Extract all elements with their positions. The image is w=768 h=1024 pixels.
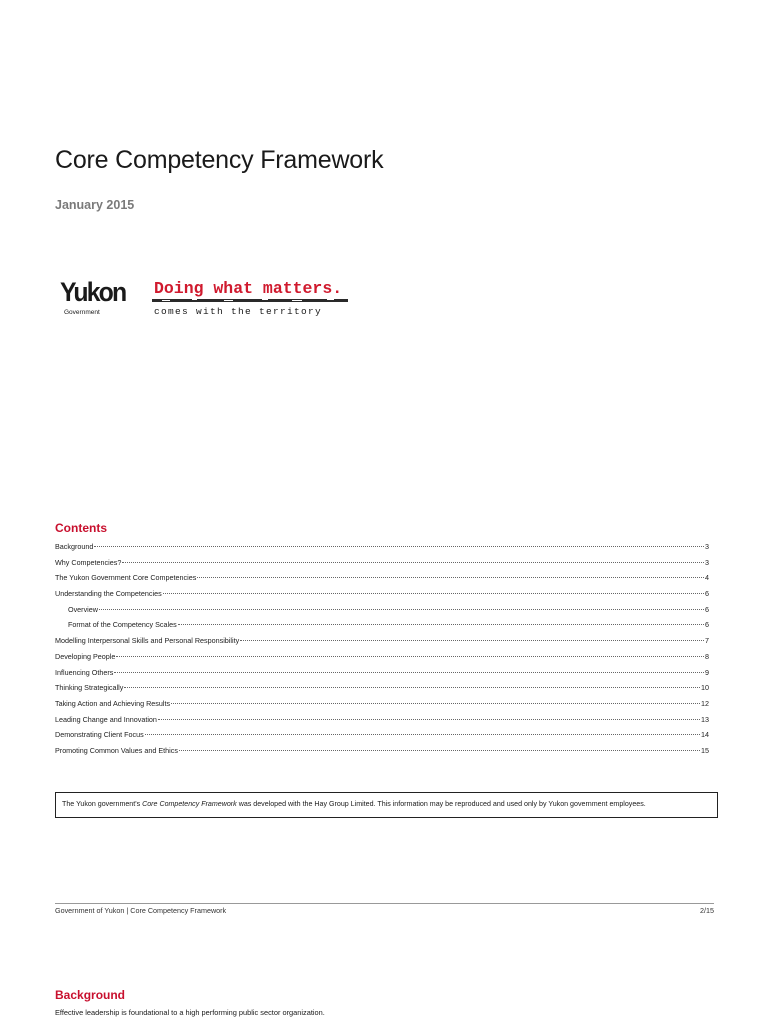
usage-notice xyxy=(55,792,718,818)
toc-dot-leader xyxy=(197,577,704,578)
table-of-contents xyxy=(55,542,709,762)
toc-dot-leader xyxy=(122,562,704,563)
background-intro-text: Effective leadership is foundational to a high performing public sector organization. xyxy=(55,1008,325,1017)
toc-entry-page[interactable]: 13 xyxy=(701,714,709,724)
toc-entry[interactable] xyxy=(55,668,709,684)
toc-entry-page[interactable]: 12 xyxy=(701,698,709,708)
notice-italic-title: Core Competency Framework xyxy=(142,800,237,808)
document-date: January 2015 xyxy=(55,198,135,212)
notice-prefix: The Yukon government's xyxy=(62,800,143,808)
toc-entry-page[interactable]: 3 xyxy=(705,542,709,551)
toc-entry[interactable] xyxy=(55,573,709,589)
toc-entry[interactable] xyxy=(55,605,709,621)
footer-document-label: Government of Yukon | Core Competency Framework xyxy=(55,906,227,915)
toc-entry[interactable] xyxy=(55,542,709,558)
toc-dot-leader xyxy=(240,640,704,641)
toc-entry-page[interactable]: 6 xyxy=(705,620,709,630)
toc-dot-leader xyxy=(178,624,704,625)
footer-rule xyxy=(55,903,714,904)
toc-entry-page[interactable]: 3 xyxy=(705,557,709,567)
toc-entry[interactable] xyxy=(55,746,709,762)
toc-entry[interactable] xyxy=(55,683,709,699)
footer-page-number: 2/15 xyxy=(700,906,714,915)
notice-suffix: was developed with the Hay Group Limited. This information may be reproduced and used only by Yukon government employees. xyxy=(236,800,646,808)
toc-entry-page[interactable]: 7 xyxy=(705,636,709,646)
toc-entry[interactable] xyxy=(55,715,709,731)
toc-entry-label[interactable]: Background xyxy=(55,542,94,551)
toc-dot-leader xyxy=(179,750,700,751)
toc-entry-page[interactable]: 15 xyxy=(701,745,709,755)
sub-tagline: comes with the territory xyxy=(154,306,323,317)
toc-entry-label[interactable]: Overview xyxy=(68,604,98,614)
toc-entry[interactable] xyxy=(55,558,709,574)
toc-entry-page[interactable]: 14 xyxy=(701,730,709,740)
toc-entry-label[interactable]: The Yukon Government Core Competencies xyxy=(55,573,197,583)
contents-heading: Contents xyxy=(55,521,107,535)
yukon-logo xyxy=(58,274,358,324)
toc-entry[interactable] xyxy=(55,589,709,605)
toc-dot-leader xyxy=(171,703,700,704)
toc-dot-leader xyxy=(94,546,704,547)
background-heading: Background xyxy=(55,988,126,1002)
toc-entry[interactable] xyxy=(55,636,709,652)
toc-entry[interactable] xyxy=(55,699,709,715)
toc-dot-leader xyxy=(124,687,700,688)
toc-entry-label[interactable]: Demonstrating Client Focus xyxy=(55,730,144,740)
yukon-wordmark: Yukon xyxy=(60,277,126,307)
toc-entry-label[interactable]: Format of the Competency Scales xyxy=(68,620,177,630)
toc-entry-label[interactable]: Thinking Strategically xyxy=(55,683,124,693)
yukon-government-label: Government xyxy=(64,309,100,316)
toc-entry-page[interactable]: 6 xyxy=(705,589,709,599)
toc-entry-label[interactable]: Understanding the Competencies xyxy=(55,589,162,599)
toc-dot-leader xyxy=(145,734,700,735)
toc-dot-leader xyxy=(99,609,704,610)
toc-entry-label[interactable]: Developing People xyxy=(55,651,116,661)
toc-entry-page[interactable]: 4 xyxy=(705,573,709,583)
toc-dot-leader xyxy=(114,672,704,673)
toc-entry-page[interactable]: 10 xyxy=(701,683,709,693)
toc-entry[interactable] xyxy=(55,620,709,636)
toc-entry[interactable] xyxy=(55,730,709,746)
toc-entry-label[interactable]: Why Competencies? xyxy=(55,557,122,567)
toc-dot-leader xyxy=(116,656,704,657)
toc-entry-label[interactable]: Influencing Others xyxy=(55,667,114,677)
toc-entry-page[interactable]: 6 xyxy=(705,604,709,614)
toc-dot-leader xyxy=(158,719,700,720)
toc-entry-label[interactable]: Taking Action and Achieving Results xyxy=(55,698,171,708)
toc-dot-leader xyxy=(163,593,704,594)
document-title: Core Competency Framework xyxy=(55,146,384,174)
toc-entry-label[interactable]: Modelling Interpersonal Skills and Personal Responsibility xyxy=(55,636,240,646)
tagline: Doing what matters. xyxy=(154,279,343,298)
toc-entry-label[interactable]: Leading Change and Innovation xyxy=(55,714,157,724)
toc-entry-page[interactable]: 8 xyxy=(705,651,709,661)
toc-entry-label[interactable]: Promoting Common Values and Ethics xyxy=(55,745,178,755)
toc-entry-page[interactable]: 9 xyxy=(705,667,709,677)
toc-entry[interactable] xyxy=(55,652,709,668)
tagline-rule-decoration xyxy=(152,299,348,302)
